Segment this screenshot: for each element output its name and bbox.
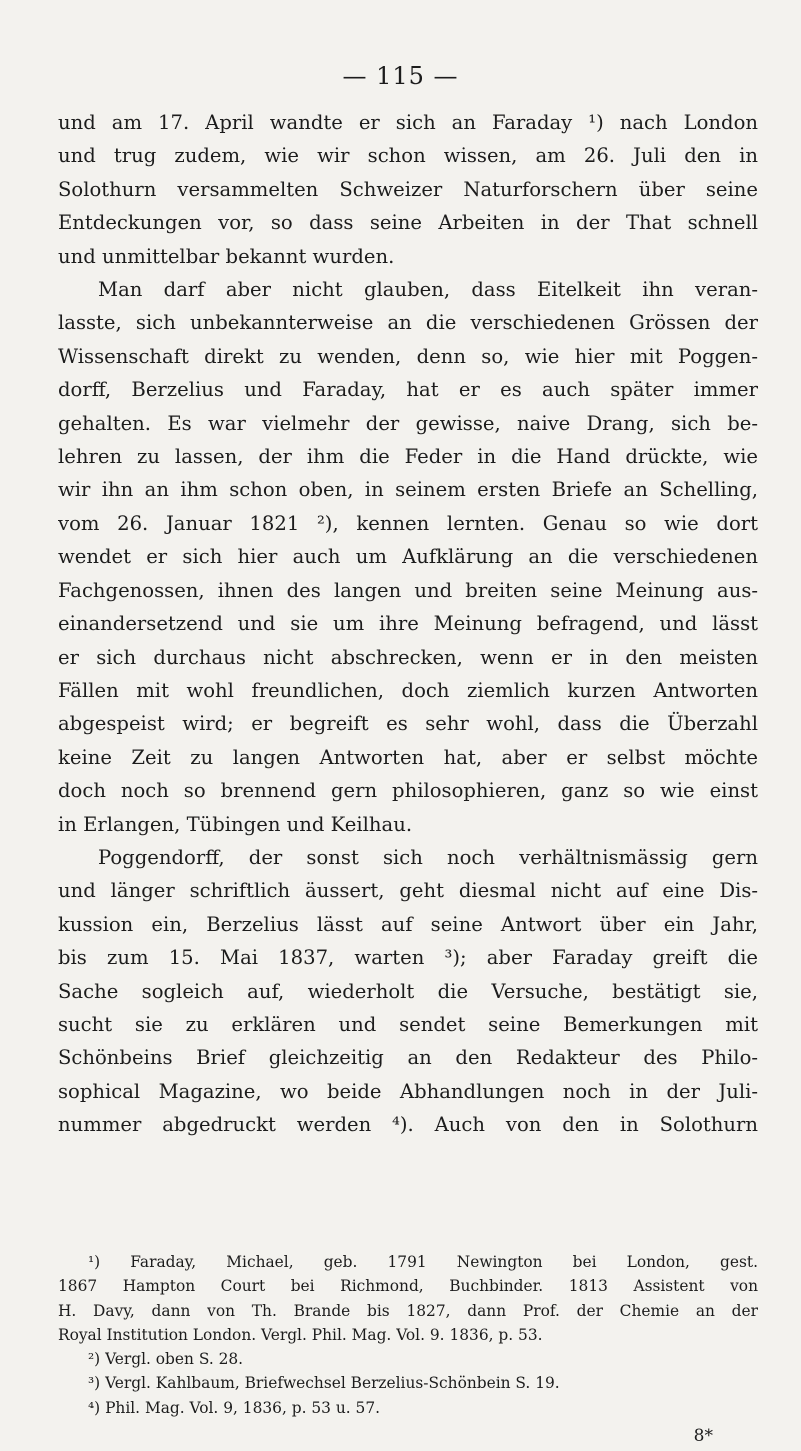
body-line: und am 17. April wandte er sich an Faraday ¹) nach London: [58, 111, 758, 134]
body-line: Fällen mit wohl freundlichen, doch ziemlich kurzen Antworten: [58, 678, 758, 702]
body-line: Man darf aber nicht glauben, dass Eitelkeit ihn veran-: [98, 278, 758, 302]
body-line: Wissenschaft direkt zu wenden, denn so, wie hier mit Poggen-: [58, 344, 758, 368]
body-line: Fachgenossen, ihnen des langen und breiten seine Meinung aus-: [58, 578, 758, 602]
page-number: — 115 —: [342, 62, 459, 90]
body-line: wendet er sich hier auch um Aufklärung an die verschiedenen: [58, 545, 758, 569]
body-line: sucht sie zu erklären und sendet seine Bemerkungen mit: [58, 1012, 758, 1036]
body-line: und länger schriftlich äussert, geht diesmal nicht auf eine Dis-: [58, 879, 758, 903]
body-line: Schönbeins Brief gleichzeitig an den Redakteur des Philo-: [58, 1046, 758, 1070]
footnote-line: ³) Vergl. Kahlbaum, Briefwechsel Berzelius-Schönbein S. 19.: [88, 1374, 560, 1393]
body-line: lasste, sich unbekannterweise an die verschiedenen Grössen der: [58, 311, 758, 335]
body-line: gehalten. Es war vielmehr der gewisse, naive Drang, sich be-: [58, 411, 758, 435]
body-line: doch noch so brennend gern philosophieren, ganz so wie einst: [58, 779, 758, 803]
body-line: Poggendorff, der sonst sich noch verhältnismässig gern: [98, 845, 758, 869]
body-line: keine Zeit zu langen Antworten hat, aber er selbst möchte: [58, 745, 758, 769]
footnote-line: ⁴) Phil. Mag. Vol. 9, 1836, p. 53 u. 57.: [88, 1398, 381, 1417]
body-line: nummer abgedruckt werden ⁴). Auch von den in Solothurn: [58, 1113, 758, 1137]
body-line: vom 26. Januar 1821 ²), kennen lernten. Genau so wie dort: [58, 511, 758, 535]
body-text: [58, 106, 758, 1142]
body-line: in Erlangen, Tübingen und Keilhau.: [58, 812, 413, 836]
body-line: und trug zudem, wie wir schon wissen, am 26. Juli den in: [58, 144, 758, 168]
footnote-line: H. Davy, dann von Th. Brande bis 1827, dann Prof. der Chemie an der: [58, 1301, 758, 1320]
footnote-line: 1867 Hampton Court bei Richmond, Buchbinder. 1813 Assistent von: [58, 1277, 758, 1296]
body-line: wir ihn an ihm schon oben, in seinem ersten Briefe an Schelling,: [58, 478, 758, 502]
footnote-line: ²) Vergl. oben S. 28.: [88, 1350, 244, 1369]
body-line: lehren zu lassen, der ihm die Feder in die Hand drückte, wie: [58, 445, 758, 469]
body-line: kussion ein, Berzelius lässt auf seine Antwort über ein Jahr,: [58, 912, 758, 936]
body-line: bis zum 15. Mai 1837, warten ³); aber Faraday greift die: [58, 946, 758, 970]
body-line: Entdeckungen vor, so dass seine Arbeiten in der That schnell: [58, 211, 758, 235]
body-line: sophical Magazine, wo beide Abhandlungen noch in der Juli-: [58, 1079, 758, 1103]
footnote-line: Royal Institution London. Vergl. Phil. Mag. Vol. 9. 1836, p. 53.: [58, 1325, 543, 1344]
body-line: einandersetzend und sie um ihre Meinung befragend, und lässt: [58, 612, 758, 636]
body-line: abgespeist wird; er begreift es sehr wohl, dass die Überzahl: [58, 712, 758, 736]
body-line: dorff, Berzelius und Faraday, hat er es auch später immer: [58, 378, 758, 402]
body-line: und unmittelbar bekannt wurden.: [58, 244, 395, 268]
body-line: Sache sogleich auf, wiederholt die Versuche, bestätigt sie,: [58, 979, 758, 1003]
footnote-line: ¹) Faraday, Michael, geb. 1791 Newington bei London, gest.: [88, 1253, 758, 1271]
footnotes: [58, 1250, 758, 1420]
body-line: Solothurn versammelten Schweizer Naturforschern über seine: [58, 177, 758, 201]
signature-mark: 8*: [693, 1426, 713, 1446]
body-line: er sich durchaus nicht abschrecken, wenn er in den meisten: [58, 645, 758, 669]
